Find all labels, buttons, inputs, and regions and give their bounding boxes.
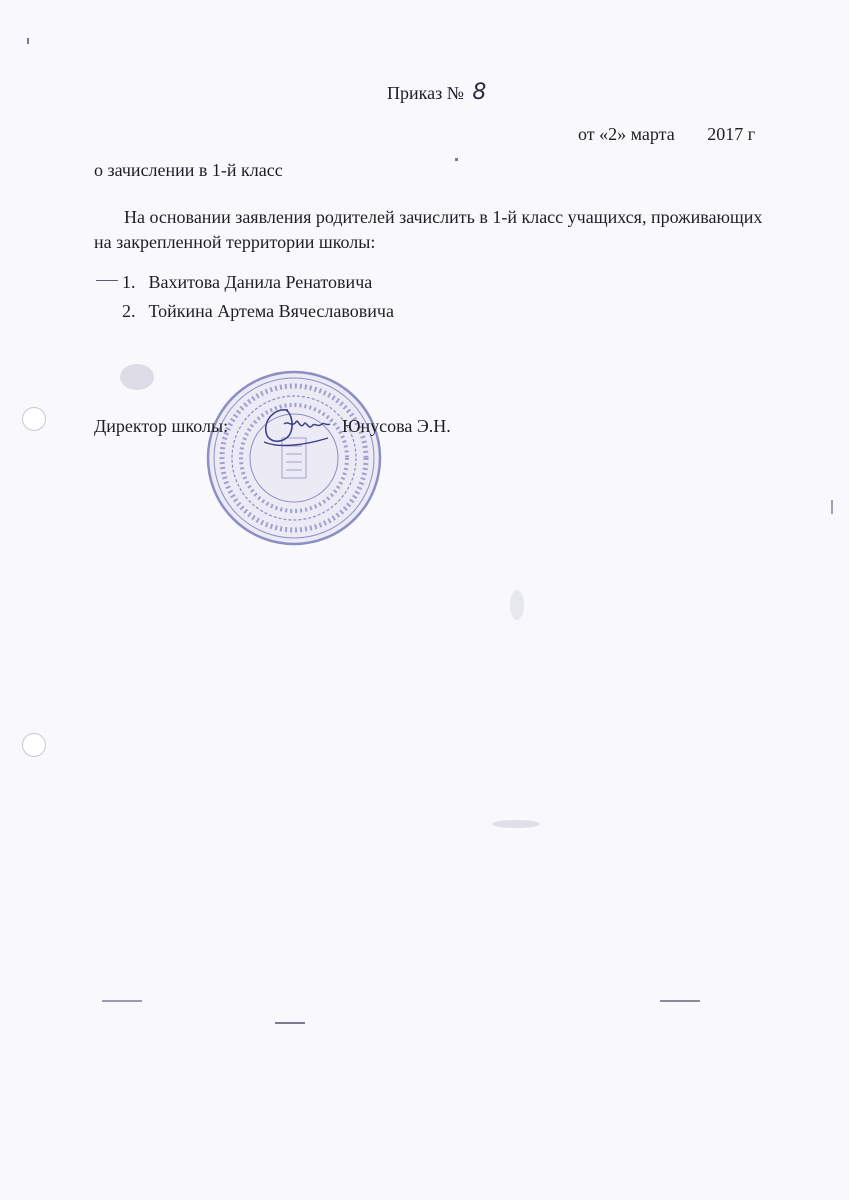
scan-smudge [492, 820, 540, 828]
scan-speck [455, 158, 458, 161]
list-item-name: Вахитова Данила Ренатовича [148, 272, 373, 292]
scan-smudge [120, 364, 154, 390]
scan-speck [102, 1000, 142, 1002]
list-item-number: 1. [122, 272, 136, 292]
director-name: Юнусова Э.Н. [342, 416, 451, 436]
list-item-number: 2. [122, 301, 136, 321]
handwritten-signature-icon [258, 402, 336, 450]
order-year: 2017 г [707, 124, 756, 144]
scan-smudge [510, 590, 524, 620]
list-item-name: Тойкина Артема Вячеславовича [148, 301, 394, 321]
student-list [122, 268, 394, 326]
punch-hole-bottom [22, 733, 46, 757]
list-item [122, 297, 394, 326]
margin-mark [96, 280, 118, 281]
order-date [578, 124, 755, 145]
director-label: Директор школы: [94, 416, 229, 436]
order-date-text: от «2» марта [578, 124, 675, 144]
order-number: 8 [472, 80, 487, 105]
order-title-label: Приказ № [387, 83, 464, 103]
scan-speck [275, 1022, 305, 1024]
order-subject: о зачислении в 1-й класс [94, 160, 283, 180]
scan-speck [27, 38, 29, 44]
round-seal-icon [204, 368, 384, 548]
order-body [94, 205, 774, 255]
order-title [387, 80, 486, 105]
order-body-text: На основании заявления родителей зачислить в 1-й класс учащихся, проживающих на закрепленной территории школы: [94, 207, 763, 252]
scan-speck [831, 500, 833, 514]
scan-speck [660, 1000, 700, 1002]
punch-hole-top [22, 407, 46, 431]
list-item [122, 268, 394, 297]
